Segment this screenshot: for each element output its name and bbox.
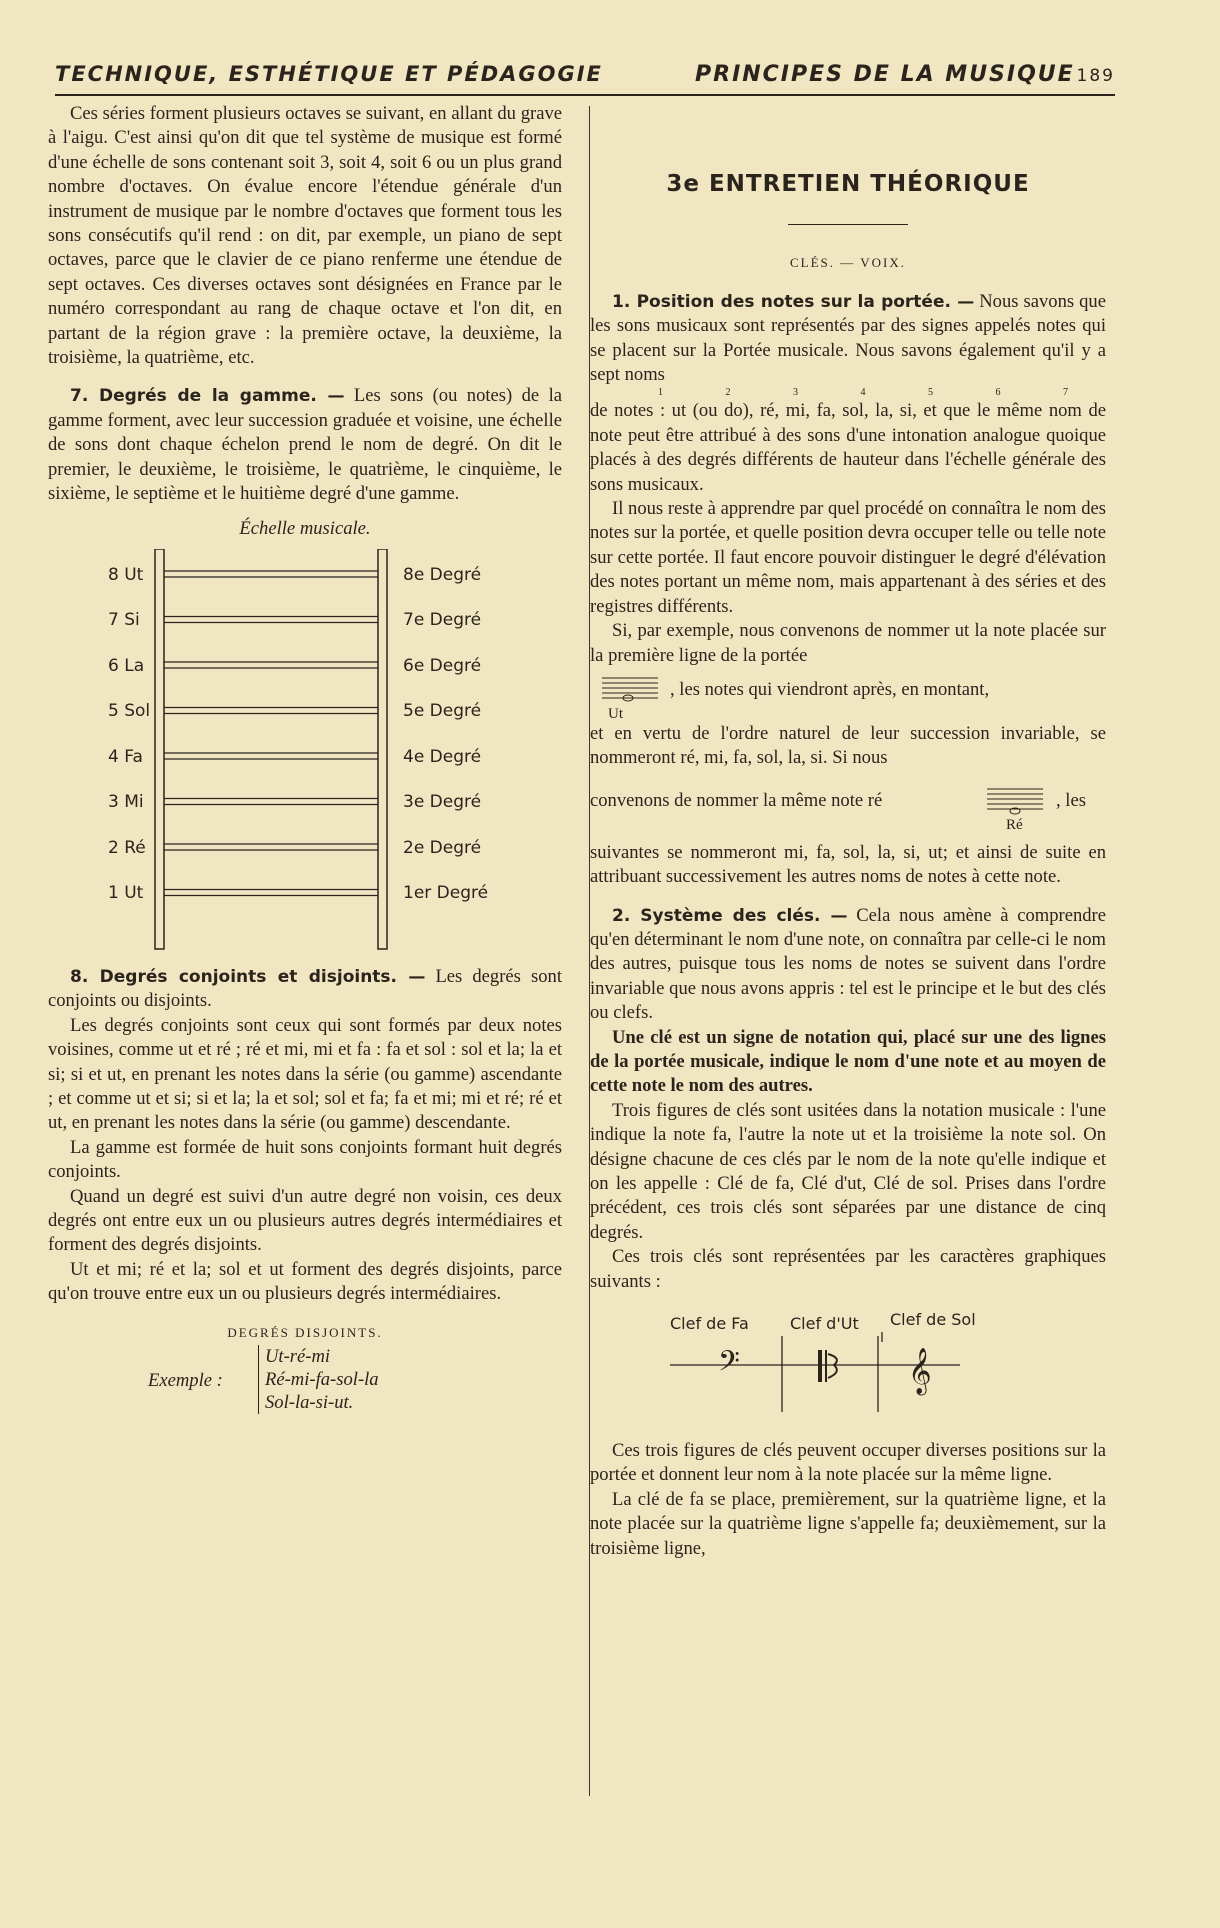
clefs-staff [670, 1332, 970, 1422]
ladder-note-label: 6 La [108, 655, 145, 676]
paragraph-reste: Il nous reste à apprendre par quel procédé on connaîtra le nom des notes sur la portée, et quelle position devra occuper telle ou telle note sur cette portée. Il faut encore pouvoir distinguer le degré d'élévation des notes portant un même nom, mais appartenant à des séries et des registres différents. [590, 498, 1106, 617]
paragraph-figures: Ces trois figures de clés peuvent occuper diverses positions sur la portée et donnent leur nom à la note placée sur la même ligne. [590, 1440, 1106, 1486]
staff-example-re [590, 785, 1106, 841]
ladder-degree-label: 5e Degré [403, 701, 482, 722]
paragraph-cle-fa: La clé de fa se place, premièrement, sur la quatrième ligne, et la note placée sur la quatrième ligne s'appelle fa; deuxièmement, sur la troisième ligne, [590, 1488, 1106, 1559]
left-column [48, 102, 562, 1413]
staff-ut-text: , les notes qui viendront après, en montant, [670, 678, 990, 700]
ladder-note-label: 5 Sol [108, 701, 151, 722]
title-rule [788, 224, 908, 225]
ladder-caption: Échelle musicale. [239, 517, 371, 539]
example-line: Sol-la-si-ut. [265, 1391, 354, 1413]
right-column [590, 102, 1106, 1561]
staff-ut-label: Ut [608, 705, 623, 722]
ladder-degree-label: 2e Degré [403, 837, 482, 858]
section-1-body-b: de notes : ut (ou do), ré, mi, fa, sol, la, si, et que le même nom de note peut être attribué à des sons d'une intonation analogue quoique placés à des degrés différents de hauteur dans l'échelle générale des sons musicaux. [590, 400, 1106, 495]
running-header [55, 58, 1115, 96]
section-8 [48, 965, 562, 1014]
musical-scale-ladder [48, 549, 562, 959]
ladder-note-label: 7 Si [108, 610, 140, 631]
staff-re-text: convenons de nommer la même note ré [590, 789, 883, 811]
example-label: Exemple : [148, 1369, 223, 1391]
section-7 [48, 384, 562, 506]
page-number: 189 [1076, 66, 1115, 86]
paragraph-suivantes: suivantes se nommeront mi, fa, sol, la, si, ut; et ainsi de suite en attribuant successivement les autres noms de notes à cette note. [590, 841, 1106, 888]
staff-example-ut [590, 674, 1106, 722]
clef-sol-label: Clef de Sol [890, 1310, 976, 1330]
section-8-heading: 8. Degrés conjoints et disjoints. — [70, 966, 426, 987]
clef-ut-label: Clef d'Ut [790, 1314, 859, 1334]
alto-clef-icon [818, 1350, 822, 1382]
ladder-degree-label: 8e Degré [403, 564, 482, 585]
ladder-degree-label: 3e Degré [403, 792, 482, 813]
section-2 [590, 904, 1106, 1026]
paragraph-representees: Ces trois clés sont représentées par les caractères graphiques suivants : [590, 1246, 1106, 1292]
paragraph-example-text: Ut et mi; ré et la; sol et ut forment des degrés disjoints, parce qu'on trouve entre eux un ou plusieurs degrés intermédiaires. [48, 1258, 562, 1305]
paragraph-vertu: et en vertu de l'ordre naturel de leur succession invariable, se nommeront ré, mi, fa, sol, la, si. Si nous [590, 722, 1106, 769]
example-list [258, 1345, 379, 1414]
ladder-note-label: 4 Fa [108, 746, 143, 767]
ladder-note-label: 3 Mi [108, 792, 144, 813]
bass-clef-icon: 𝄢 [718, 1345, 740, 1386]
paragraph-octaves: Ces séries forment plusieurs octaves se suivant, en allant du grave à l'aigu. C'est ainsi qu'on dit que tel système de musique est formé d'une échelle de sons contenant soit 3, soit 4, soit 6 ou un plus grand nombre d'octaves. On évalue encore l'étendue générale d'un instrument de musique par le nombre d'octaves que forment tous les sons consécutifs qu'il rend : on dit, par exemple, un piano de sept octaves, parce que le clavier de ce piano renferme une étendue de sept octaves. Ces diverses octaves sont désignées en France par le numéro correspondant au rang de chaque octave et l'on dit, en partant de la région grave : la première octave, la deuxième, la troisième, la quatrième, etc. [48, 103, 562, 369]
section-1 [590, 290, 1106, 388]
section-7-body: Les sons (ou notes) de la gamme forment, avec leur succession graduée et voisine, une échelle de sons dont chaque échelon prend le nom de degré. On dit le premier, le deuxième, le troisième, le quatrième, le cinquième, le sixième, le septième et le huitième degré d'une gamme. [48, 385, 562, 505]
section-8-body: Les degrés sont conjoints ou disjoints. [48, 965, 562, 1012]
paragraph-definition: Une clé est un signe de notation qui, placé sur une des lignes de la portée musicale, indique le nom d'une note et au moyen de cette note le nom des autres. [590, 1026, 1106, 1097]
clefs-figure [590, 1308, 1106, 1423]
section-1-body-a: Nous savons que les sons musicaux sont représentés par des signes appelés notes qui se placent sur la Portée musicale. Nous savons également qu'il y a sept noms [590, 290, 1106, 386]
ladder-degree-label: 7e Degré [403, 610, 482, 631]
paragraph-gamme: La gamme est formée de huit sons conjoints formant huit degrés conjoints. [48, 1136, 562, 1183]
header-left-title: TECHNIQUE, ESTHÉTIQUE ET PÉDAGOGIE [55, 62, 603, 86]
ladder-degree-label: 6e Degré [403, 655, 482, 676]
ladder-note-label: 1 Ut [108, 883, 144, 904]
treble-clef-icon: 𝄞 [908, 1348, 932, 1395]
paragraph-conjoints: Les degrés conjoints sont ceux qui sont formés par deux notes voisines, comme ut et ré ; ré et mi, mi et fa : fa et sol : sol et la; la et si; si et ut, en prenant les notes dans la série (ou gamme) ascendante ; et comme ut et si; si et la; la et sol; sol et fa; fa et mi; mi et ré; ré et ut, en prenant les notes dans la série (ou gamme) descendante. [48, 1014, 562, 1134]
example-line: Ré-mi-fa-sol-la [265, 1368, 379, 1390]
chapter-title: 3e ENTRETIEN THÉORIQUE [666, 171, 1030, 197]
degree-numbers: 1 2 3 4 5 6 7 [658, 387, 1098, 399]
paragraph-trois-cles: Trois figures de clés sont usitées dans la notation musicale : l'une indique la note fa, l'autre la note ut et la troisième la note sol. On désigne chacune de ces clés par le nom de la note qu'elle indique et on les appelle : Clé de fa, Clé d'ut, Clé de sol. Prises dans l'ordre précédent, ces trois clés sont séparées par une distance de cinq degrés. [590, 1099, 1106, 1243]
ladder-degree-label: 1er Degré [403, 883, 489, 904]
paragraph-disjoints: Quand un degré est suivi d'un autre degré non voisin, ces deux degrés ont entre eux un ou plusieurs autres degrés intermédiaires et forment des degrés disjoints. [48, 1185, 562, 1256]
section-7-heading: 7. Degrés de la gamme. — [70, 386, 345, 407]
ladder-note-label: 8 Ut [108, 564, 144, 585]
section-1-heading: 1. Position des notes sur la portée. — [612, 291, 975, 312]
ladder-degree-label: 4e Degré [403, 746, 482, 767]
staff-re-icon [985, 785, 1045, 815]
header-right-title: PRINCIPES DE LA MUSIQUE [695, 62, 1075, 87]
example-heading: DEGRÉS DISJOINTS. [227, 1324, 383, 1340]
paragraph-si: Si, par exemple, nous convenons de nommer ut la note placée sur la première ligne de la portée [590, 620, 1106, 666]
disjoint-example [48, 1321, 562, 1413]
staff-re-after: , les [1056, 789, 1086, 811]
clef-fa-label: Clef de Fa [670, 1314, 749, 1334]
section-2-heading: 2. Système des clés. — [612, 905, 848, 926]
ladder-note-label: 2 Ré [108, 837, 146, 858]
example-line: Ut-ré-mi [265, 1345, 331, 1367]
chapter-subtitle: CLÉS. — VOIX. [789, 255, 907, 271]
section-2-body: Cela nous amène à comprendre qu'en déterminant le nom d'une note, on connaîtra par celle-ci le nom des autres, puisque tous les noms de notes se suivent dans l'ordre invariable que nous avons appris : tel est le principe et le but des clés ou clefs. [590, 904, 1106, 1024]
staff-re-label: Ré [1006, 816, 1023, 833]
